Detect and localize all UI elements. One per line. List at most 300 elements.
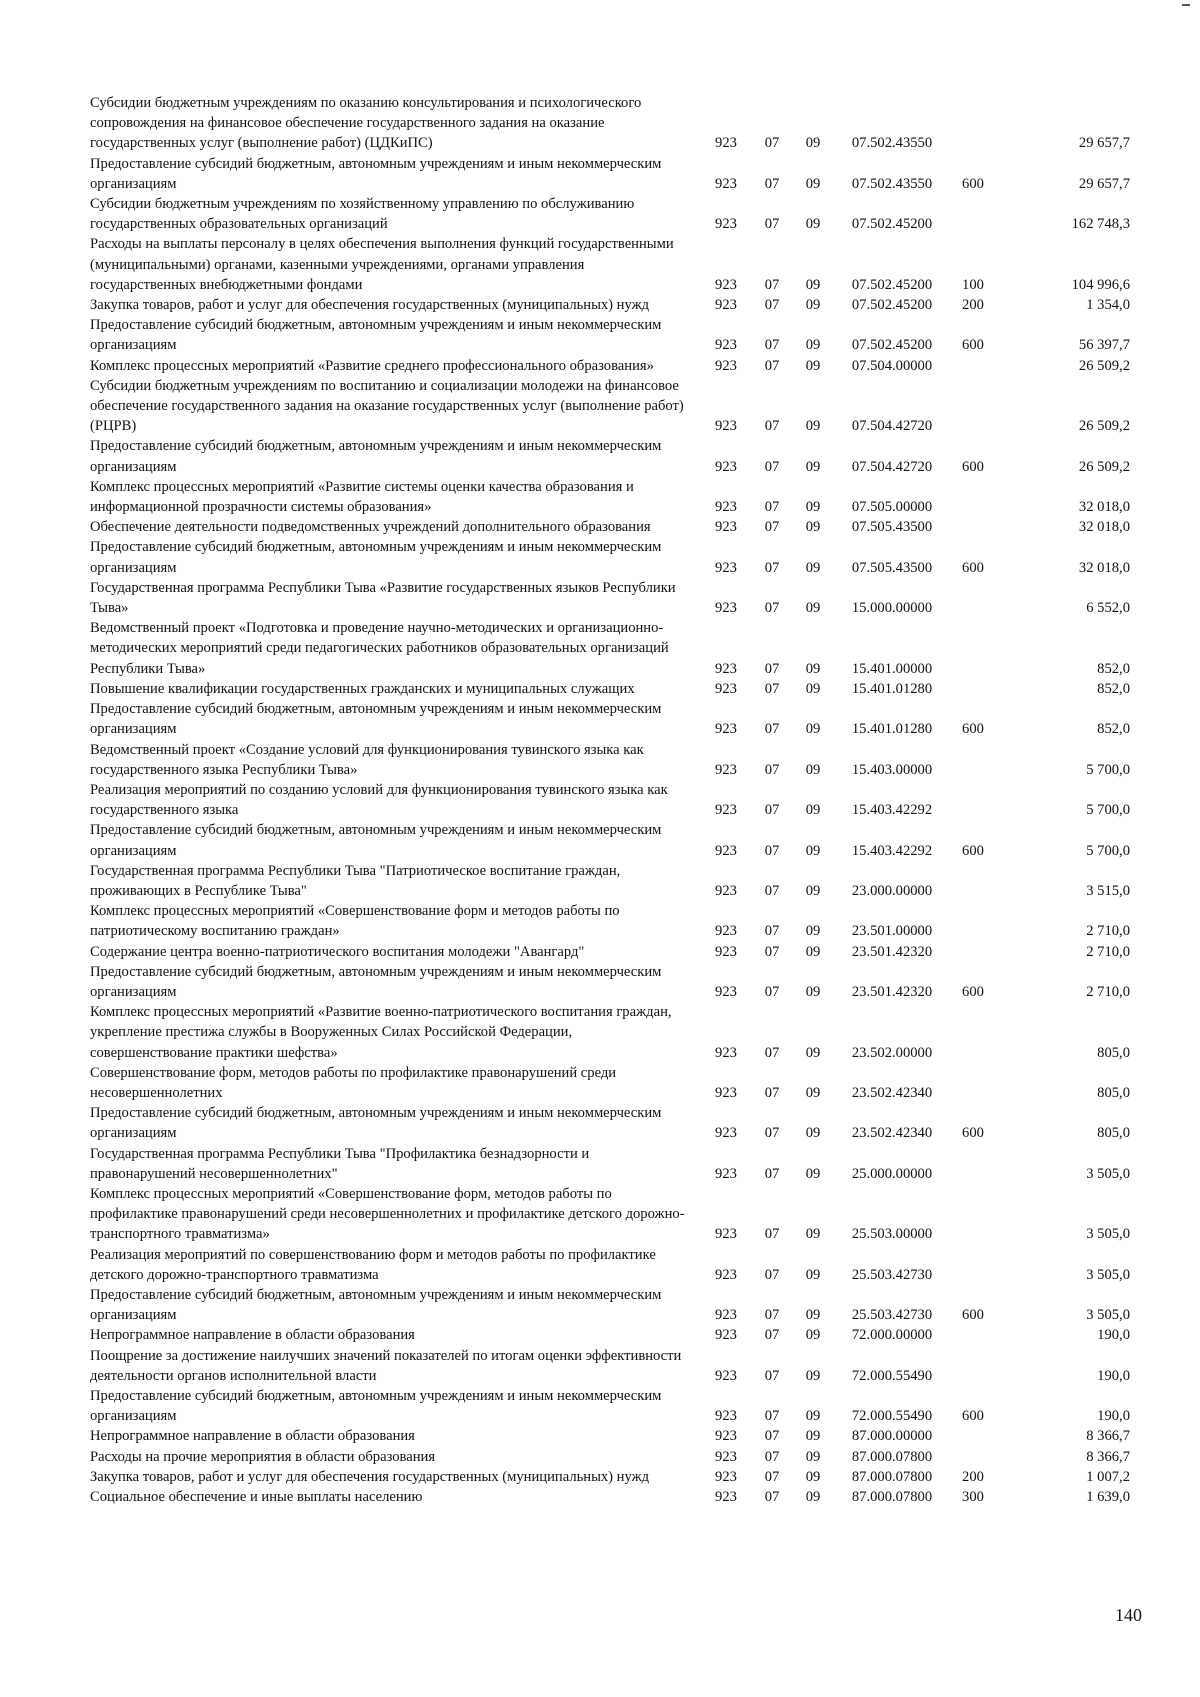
- row-name: Государственная программа Республики Тыва "Профилактика безнадзорности и правонарушений несовершеннолетних": [90, 1145, 590, 1182]
- row-admin-code: 923: [715, 983, 737, 1000]
- row-target-article: 25.503.42730: [851, 1266, 933, 1283]
- row-subsection-code: 09: [805, 499, 821, 516]
- row-admin-code: 923: [715, 499, 737, 516]
- row-target-article: 25.503.00000: [851, 1226, 933, 1243]
- row-section-code: 07: [764, 721, 780, 738]
- table-row: [90, 1346, 1130, 1386]
- row-amount: 852,0: [1097, 721, 1130, 738]
- row-name: Предоставление субсидий бюджетным, автономным учреждениям и иным некоммерческим организациям: [90, 1105, 662, 1142]
- row-amount: 8 366,7: [1086, 1448, 1130, 1465]
- row-expense-type: 600: [962, 1125, 984, 1142]
- row-admin-code: 923: [715, 297, 737, 314]
- row-section-code: 07: [764, 1408, 780, 1425]
- row-subsection-code: 09: [805, 357, 821, 374]
- row-target-article: 07.505.43500: [851, 519, 933, 536]
- row-name: Закупка товаров, работ и услуг для обеспечения государственных (муниципальных) нужд: [90, 1468, 650, 1485]
- row-section-code: 07: [764, 600, 780, 617]
- row-target-article: 25.000.00000: [851, 1165, 933, 1182]
- row-section-code: 07: [764, 882, 780, 899]
- row-section-code: 07: [764, 1226, 780, 1243]
- row-name: Предоставление субсидий бюджетным, автономным учреждениям и иным некоммерческим организациям: [90, 438, 662, 475]
- row-amount: 805,0: [1097, 1044, 1130, 1061]
- table-row: [90, 820, 1130, 860]
- row-target-article: 87.000.00000: [851, 1428, 933, 1445]
- row-target-article: 15.401.01280: [851, 721, 933, 738]
- row-subsection-code: 09: [805, 1408, 821, 1425]
- row-section-code: 07: [764, 1266, 780, 1283]
- row-amount: 1 639,0: [1086, 1489, 1130, 1506]
- row-subsection-code: 09: [805, 1084, 821, 1101]
- row-admin-code: 923: [715, 882, 737, 899]
- row-target-article: 15.401.01280: [851, 680, 933, 697]
- row-target-article: 87.000.07800: [851, 1468, 933, 1485]
- row-admin-code: 923: [715, 135, 737, 152]
- row-target-article: 15.403.42292: [851, 842, 933, 859]
- table-row: [90, 356, 1130, 376]
- row-expense-type: [950, 194, 996, 234]
- row-section-code: 07: [764, 559, 780, 576]
- row-subsection-code: 09: [805, 600, 821, 617]
- row-subsection-code: 09: [805, 458, 821, 475]
- row-target-article: 07.502.43550: [851, 135, 933, 152]
- table-row: [90, 477, 1130, 517]
- row-expense-type: [950, 517, 996, 537]
- row-amount: 3 505,0: [1086, 1165, 1130, 1182]
- row-name: Государственная программа Республики Тыва "Патриотическое воспитание граждан, проживающих в Республике Тыва": [90, 862, 621, 899]
- row-amount: 5 700,0: [1086, 802, 1130, 819]
- row-expense-type: 300: [962, 1489, 984, 1506]
- row-admin-code: 923: [715, 1266, 737, 1283]
- row-amount: 29 657,7: [1078, 175, 1130, 192]
- row-admin-code: 923: [715, 276, 737, 293]
- row-amount: 1 354,0: [1086, 297, 1130, 314]
- row-amount: 29 657,7: [1078, 135, 1130, 152]
- row-subsection-code: 09: [805, 1468, 821, 1485]
- row-section-code: 07: [764, 337, 780, 354]
- row-name: Субсидии бюджетным учреждениям по воспитанию и социализации молодежи на финансовое обеспечение государственного задания на оказание государственных услуг (выполнение работ) (РЦРВ): [90, 377, 684, 435]
- row-subsection-code: 09: [805, 923, 821, 940]
- table-row: [90, 1285, 1130, 1325]
- row-amount: 3 515,0: [1086, 882, 1130, 899]
- row-target-article: 07.504.42720: [851, 458, 933, 475]
- row-admin-code: 923: [715, 175, 737, 192]
- row-expense-type: [950, 93, 996, 154]
- row-expense-type: 600: [962, 721, 984, 738]
- row-admin-code: 923: [715, 721, 737, 738]
- row-section-code: 07: [764, 1468, 780, 1485]
- row-expense-type: 600: [962, 337, 984, 354]
- table-row: [90, 1447, 1130, 1467]
- row-target-article: 87.000.07800: [851, 1448, 933, 1465]
- row-target-article: 23.501.42320: [851, 943, 933, 960]
- row-section-code: 07: [764, 1367, 780, 1384]
- row-name: Расходы на прочие мероприятия в области образования: [90, 1448, 436, 1465]
- row-name: Поощрение за достижение наилучших значений показателей по итогам оценки эффективности деятельности органов исполнительной власти: [90, 1347, 682, 1384]
- table-row: [90, 1426, 1130, 1446]
- table-row: [90, 861, 1130, 901]
- row-amount: 190,0: [1097, 1327, 1130, 1344]
- row-subsection-code: 09: [805, 680, 821, 697]
- table-row: [90, 295, 1130, 315]
- row-amount: 805,0: [1097, 1084, 1130, 1101]
- row-section-code: 07: [764, 135, 780, 152]
- row-amount: 5 700,0: [1086, 761, 1130, 778]
- row-section-code: 07: [764, 276, 780, 293]
- row-target-article: 72.000.55490: [851, 1367, 933, 1384]
- row-target-article: 15.401.00000: [851, 660, 933, 677]
- row-admin-code: 923: [715, 216, 737, 233]
- row-name: Комплекс процессных мероприятий «Развитие системы оценки качества образования и информационной прозрачности системы образования»: [90, 478, 634, 516]
- row-amount: 26 509,2: [1078, 458, 1130, 475]
- row-target-article: 25.503.42730: [851, 1307, 933, 1324]
- row-admin-code: 923: [715, 600, 737, 617]
- row-section-code: 07: [764, 923, 780, 940]
- table-row: [90, 154, 1130, 194]
- table-row: [90, 234, 1130, 295]
- row-section-code: 07: [764, 1327, 780, 1344]
- row-subsection-code: 09: [805, 216, 821, 233]
- row-expense-type: [950, 1063, 996, 1103]
- row-name: Комплекс процессных мероприятий «Совершенствование форм и методов работы по патриотическому воспитанию граждан»: [90, 903, 620, 940]
- table-row: [90, 517, 1130, 537]
- table-row: [90, 699, 1130, 739]
- row-target-article: 72.000.00000: [851, 1327, 933, 1344]
- row-name: Комплекс процессных мероприятий «Совершенствование форм, методов работы по профилактике правонарушений среди несовершеннолетних и профилактике детского дорожно-транспортного травматизма»: [90, 1185, 685, 1243]
- row-subsection-code: 09: [805, 297, 821, 314]
- row-subsection-code: 09: [805, 1327, 821, 1344]
- row-admin-code: 923: [715, 1084, 737, 1101]
- row-expense-type: 600: [962, 842, 984, 859]
- table-row: [90, 1002, 1130, 1063]
- row-section-code: 07: [764, 297, 780, 314]
- row-expense-type: [950, 780, 996, 820]
- row-subsection-code: 09: [805, 519, 821, 536]
- row-target-article: 07.505.00000: [851, 499, 933, 516]
- scan-artifact: [1182, 4, 1190, 6]
- row-name: Реализация мероприятий по созданию условий для функционирования тувинского языка как государственного языка: [90, 781, 668, 819]
- row-target-article: 07.502.45200: [851, 337, 933, 354]
- row-amount: 5 700,0: [1086, 842, 1130, 859]
- row-admin-code: 923: [715, 1044, 737, 1061]
- row-target-article: 23.501.42320: [851, 983, 933, 1000]
- table-row: [90, 1103, 1130, 1143]
- row-name: Государственная программа Республики Тыва «Развитие государственных языков Республики Тыва»: [90, 579, 676, 617]
- row-amount: 26 509,2: [1078, 418, 1130, 435]
- row-amount: 32 018,0: [1078, 499, 1130, 516]
- row-amount: 3 505,0: [1086, 1307, 1130, 1324]
- row-amount: 32 018,0: [1078, 519, 1130, 536]
- row-admin-code: 923: [715, 1307, 737, 1324]
- row-section-code: 07: [764, 943, 780, 960]
- row-admin-code: 923: [715, 680, 737, 697]
- row-subsection-code: 09: [805, 418, 821, 435]
- table-row: [90, 679, 1130, 699]
- table-row: [90, 942, 1130, 962]
- row-amount: 1 007,2: [1086, 1468, 1130, 1485]
- row-expense-type: [950, 942, 996, 962]
- row-admin-code: 923: [715, 1468, 737, 1485]
- row-subsection-code: 09: [805, 1044, 821, 1061]
- row-subsection-code: 09: [805, 1448, 821, 1465]
- row-amount: 190,0: [1097, 1367, 1130, 1384]
- table-row: [90, 618, 1130, 679]
- table-row: [90, 740, 1130, 780]
- row-section-code: 07: [764, 1428, 780, 1445]
- row-subsection-code: 09: [805, 135, 821, 152]
- budget-table: [90, 93, 1130, 1507]
- row-target-article: 07.504.42720: [851, 418, 933, 435]
- row-section-code: 07: [764, 458, 780, 475]
- row-section-code: 07: [764, 216, 780, 233]
- row-expense-type: [950, 356, 996, 376]
- row-section-code: 07: [764, 1489, 780, 1506]
- row-amount: 8 366,7: [1086, 1428, 1130, 1445]
- row-admin-code: 923: [715, 1226, 737, 1243]
- row-target-article: 07.505.43500: [851, 559, 933, 576]
- row-subsection-code: 09: [805, 1266, 821, 1283]
- row-amount: 32 018,0: [1078, 559, 1130, 576]
- row-target-article: 07.504.00000: [851, 357, 933, 374]
- row-expense-type: [950, 861, 996, 901]
- row-name: Предоставление субсидий бюджетным, автономным учреждениям и иным некоммерческим организациям: [90, 317, 662, 354]
- row-target-article: 72.000.55490: [851, 1408, 933, 1425]
- row-subsection-code: 09: [805, 721, 821, 738]
- row-expense-type: [950, 1144, 996, 1184]
- row-amount: 3 505,0: [1086, 1266, 1130, 1283]
- row-section-code: 07: [764, 1125, 780, 1142]
- table-row: [90, 578, 1130, 618]
- row-amount: 852,0: [1097, 680, 1130, 697]
- row-name: Субсидии бюджетным учреждениям по хозяйственному управлению по обслуживанию государственных образовательных организаций: [90, 196, 635, 233]
- row-section-code: 07: [764, 680, 780, 697]
- row-name: Ведомственный проект «Создание условий для функционирования тувинского языка как государственного языка Республики Тыва»: [90, 741, 644, 778]
- row-name: Социальное обеспечение и иные выплаты населению: [90, 1489, 423, 1506]
- row-expense-type: 600: [962, 559, 984, 576]
- table-row: [90, 1467, 1130, 1487]
- row-name: Непрограммное направление в области образования: [90, 1428, 415, 1445]
- row-expense-type: 600: [962, 175, 984, 192]
- row-expense-type: [950, 1325, 996, 1345]
- row-admin-code: 923: [715, 1165, 737, 1182]
- row-expense-type: [950, 679, 996, 699]
- row-subsection-code: 09: [805, 842, 821, 859]
- row-section-code: 07: [764, 1307, 780, 1324]
- row-admin-code: 923: [715, 458, 737, 475]
- row-target-article: 07.502.45200: [851, 216, 933, 233]
- row-subsection-code: 09: [805, 660, 821, 677]
- table-row: [90, 537, 1130, 577]
- row-amount: 190,0: [1097, 1408, 1130, 1425]
- table-row: [90, 436, 1130, 476]
- row-amount: 805,0: [1097, 1125, 1130, 1142]
- row-name: Субсидии бюджетным учреждениям по оказанию консультирования и психологического сопровождения на финансовое обеспечение государственного задания на оказание государственных услуг (выполнение работ) (ЦДКиПС): [90, 95, 642, 152]
- table-row: [90, 1184, 1130, 1245]
- row-admin-code: 923: [715, 357, 737, 374]
- row-name: Реализация мероприятий по совершенствованию форм и методов работы по профилактике детского дорожно-транспортного травматизма: [90, 1246, 656, 1283]
- table-row: [90, 962, 1130, 1002]
- row-subsection-code: 09: [805, 1226, 821, 1243]
- row-target-article: 15.000.00000: [851, 600, 933, 617]
- row-subsection-code: 09: [805, 175, 821, 192]
- row-section-code: 07: [764, 1448, 780, 1465]
- row-subsection-code: 09: [805, 276, 821, 293]
- row-subsection-code: 09: [805, 1125, 821, 1142]
- row-section-code: 07: [764, 499, 780, 516]
- row-admin-code: 923: [715, 1448, 737, 1465]
- row-expense-type: [950, 740, 996, 780]
- row-admin-code: 923: [715, 418, 737, 435]
- row-name: Повышение квалификации государственных гражданских и муниципальных служащих: [90, 680, 635, 697]
- row-section-code: 07: [764, 357, 780, 374]
- row-expense-type: 200: [962, 1468, 984, 1485]
- row-admin-code: 923: [715, 1327, 737, 1344]
- row-subsection-code: 09: [805, 761, 821, 778]
- row-target-article: 23.502.42340: [851, 1125, 933, 1142]
- row-admin-code: 923: [715, 802, 737, 819]
- row-amount: 26 509,2: [1078, 357, 1130, 374]
- row-name: Предоставление субсидий бюджетным, автономным учреждениям и иным некоммерческим организациям: [90, 822, 662, 859]
- row-name: Закупка товаров, работ и услуг для обеспечения государственных (муниципальных) нужд: [90, 297, 650, 314]
- row-admin-code: 923: [715, 660, 737, 677]
- row-section-code: 07: [764, 1165, 780, 1182]
- row-expense-type: 600: [962, 983, 984, 1000]
- row-name: Обеспечение деятельности подведомственных учреждений дополнительного образования: [90, 519, 651, 536]
- row-target-article: 07.502.45200: [851, 276, 933, 293]
- row-expense-type: [950, 1002, 996, 1063]
- table-row: [90, 1487, 1130, 1507]
- row-target-article: 07.502.43550: [851, 175, 933, 192]
- row-expense-type: [950, 901, 996, 941]
- row-subsection-code: 09: [805, 983, 821, 1000]
- table-row: [90, 315, 1130, 355]
- row-subsection-code: 09: [805, 943, 821, 960]
- row-expense-type: [950, 1346, 996, 1386]
- row-admin-code: 923: [715, 943, 737, 960]
- row-section-code: 07: [764, 761, 780, 778]
- row-expense-type: [950, 1426, 996, 1446]
- row-target-article: 23.501.00000: [851, 923, 933, 940]
- row-subsection-code: 09: [805, 1307, 821, 1324]
- row-section-code: 07: [764, 519, 780, 536]
- row-expense-type: [950, 376, 996, 437]
- table-row: [90, 93, 1130, 154]
- table-row: [90, 1144, 1130, 1184]
- row-subsection-code: 09: [805, 1165, 821, 1182]
- row-amount: 104 996,6: [1071, 276, 1130, 293]
- row-expense-type: 200: [962, 297, 984, 314]
- row-amount: 2 710,0: [1086, 923, 1130, 940]
- row-expense-type: 600: [962, 458, 984, 475]
- row-expense-type: [950, 1447, 996, 1467]
- row-name: Совершенствование форм, методов работы по профилактике правонарушений среди несовершеннолетних: [90, 1064, 617, 1101]
- table-row: [90, 1063, 1130, 1103]
- row-subsection-code: 09: [805, 559, 821, 576]
- table-row: [90, 376, 1130, 437]
- row-admin-code: 923: [715, 1428, 737, 1445]
- row-name: Предоставление субсидий бюджетным, автономным учреждениям и иным некоммерческим организациям: [90, 155, 662, 192]
- row-name: Предоставление субсидий бюджетным, автономным учреждениям и иным некоммерческим организациям: [90, 1388, 662, 1425]
- page-number: 140: [1115, 1605, 1142, 1625]
- table-row: [90, 780, 1130, 820]
- row-admin-code: 923: [715, 1489, 737, 1506]
- row-admin-code: 923: [715, 1408, 737, 1425]
- row-target-article: 23.000.00000: [851, 882, 933, 899]
- row-amount: 2 710,0: [1086, 983, 1130, 1000]
- row-name: Содержание центра военно-патриотического воспитания молодежи "Авангард": [90, 943, 585, 960]
- row-name: Расходы на выплаты персоналу в целях обеспечения выполнения функций государственными (муниципальными) органами, казенными учреждениями, органами управления государственных внебюджетными фондами: [90, 236, 674, 293]
- row-amount: 56 397,7: [1078, 337, 1130, 354]
- row-subsection-code: 09: [805, 1367, 821, 1384]
- table-row: [90, 194, 1130, 234]
- row-expense-type: [950, 578, 996, 618]
- row-section-code: 07: [764, 983, 780, 1000]
- row-expense-type: 100: [962, 276, 984, 293]
- row-amount: 852,0: [1097, 660, 1130, 677]
- row-admin-code: 923: [715, 923, 737, 940]
- row-name: Комплекс процессных мероприятий «Развитие среднего профессионального образования»: [90, 357, 654, 374]
- row-amount: 162 748,3: [1071, 216, 1130, 233]
- table-row: [90, 901, 1130, 941]
- row-name: Непрограммное направление в области образования: [90, 1327, 415, 1344]
- row-admin-code: 923: [715, 761, 737, 778]
- row-section-code: 07: [764, 175, 780, 192]
- row-target-article: 23.502.42340: [851, 1084, 933, 1101]
- row-subsection-code: 09: [805, 1428, 821, 1445]
- row-expense-type: 600: [962, 1307, 984, 1324]
- row-section-code: 07: [764, 418, 780, 435]
- table-row: [90, 1386, 1130, 1426]
- row-amount: 6 552,0: [1086, 600, 1130, 617]
- row-section-code: 07: [764, 1084, 780, 1101]
- table-row: [90, 1325, 1130, 1345]
- row-expense-type: [950, 1184, 996, 1245]
- row-admin-code: 923: [715, 1367, 737, 1384]
- row-name: Предоставление субсидий бюджетным, автономным учреждениям и иным некоммерческим организациям: [90, 963, 662, 1000]
- row-expense-type: [950, 618, 996, 679]
- row-admin-code: 923: [715, 337, 737, 354]
- row-subsection-code: 09: [805, 802, 821, 819]
- row-target-article: 07.502.45200: [851, 297, 933, 314]
- row-target-article: 15.403.00000: [851, 761, 933, 778]
- row-name: Предоставление субсидий бюджетным, автономным учреждениям и иным некоммерческим организациям: [90, 701, 662, 738]
- row-admin-code: 923: [715, 842, 737, 859]
- row-name: Комплекс процессных мероприятий «Развитие военно-патриотического воспитания граждан, укрепление престижа службы в Вооруженных Силах Российской Федерации, совершенствование практики шефства»: [90, 1004, 672, 1061]
- row-expense-type: [950, 1245, 996, 1285]
- row-target-article: 87.000.07800: [851, 1489, 933, 1506]
- row-subsection-code: 09: [805, 337, 821, 354]
- row-target-article: 15.403.42292: [851, 802, 933, 819]
- row-admin-code: 923: [715, 519, 737, 536]
- row-section-code: 07: [764, 842, 780, 859]
- table-body: [90, 93, 1130, 1507]
- table-row: [90, 1245, 1130, 1285]
- row-subsection-code: 09: [805, 882, 821, 899]
- row-expense-type: [950, 477, 996, 517]
- row-admin-code: 923: [715, 1125, 737, 1142]
- row-admin-code: 923: [715, 559, 737, 576]
- row-name: Ведомственный проект «Подготовка и проведение научно-методических и организационно-методических мероприятий среди педагогических работников образовательных организаций Республики Тыва»: [90, 620, 669, 677]
- row-expense-type: 600: [962, 1408, 984, 1425]
- row-amount: 2 710,0: [1086, 943, 1130, 960]
- row-section-code: 07: [764, 802, 780, 819]
- row-name: Предоставление субсидий бюджетным, автономным учреждениям и иным некоммерческим организациям: [90, 1286, 662, 1324]
- row-target-article: 23.502.00000: [851, 1044, 933, 1061]
- row-subsection-code: 09: [805, 1489, 821, 1506]
- row-amount: 3 505,0: [1086, 1226, 1130, 1243]
- row-section-code: 07: [764, 660, 780, 677]
- row-name: Предоставление субсидий бюджетным, автономным учреждениям и иным некоммерческим организациям: [90, 539, 662, 576]
- row-section-code: 07: [764, 1044, 780, 1061]
